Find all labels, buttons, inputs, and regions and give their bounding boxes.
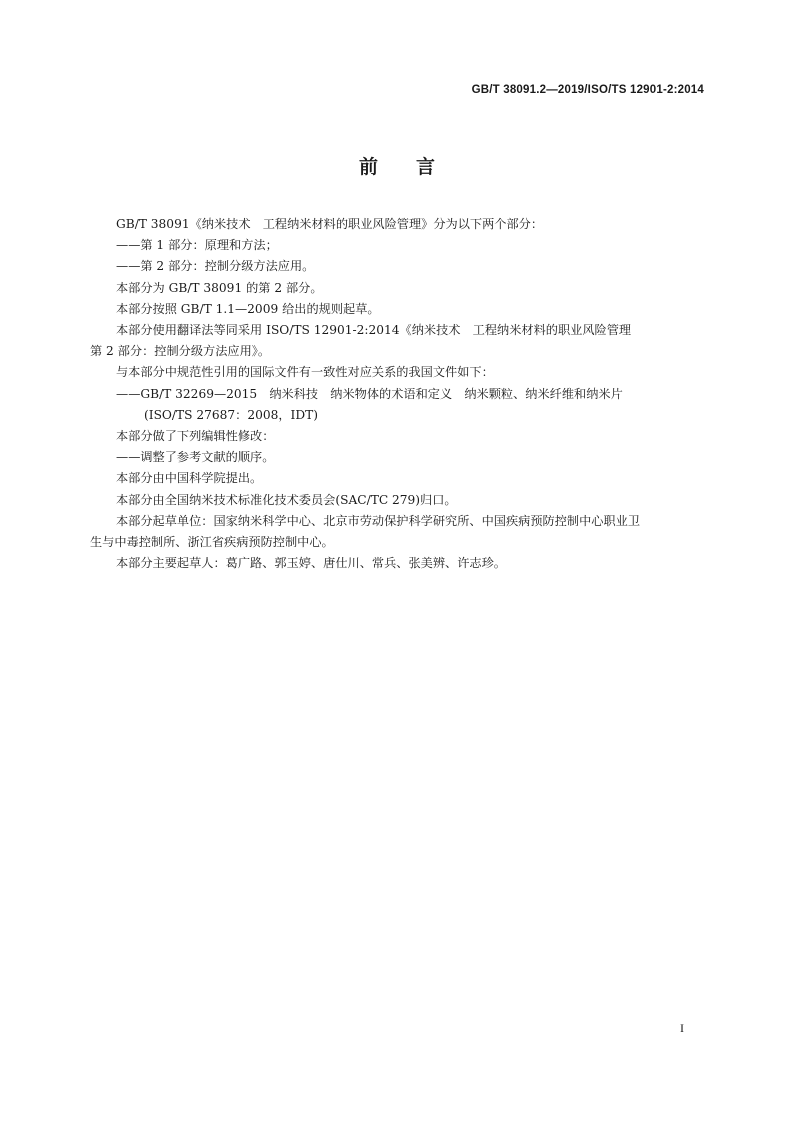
page-number: I [680,1021,684,1035]
paragraph-main-drafters: 本部分主要起草人：葛广路、郭玉婷、唐仕川、常兵、张美辨、许志珍。 [116,556,506,571]
paragraph-drafting-units-line-2: 生与中毒控制所、浙江省疾病预防控制中心。 [90,535,334,550]
list-item-part-2: ——第 2 部分：控制分级方法应用。 [116,259,315,274]
page-title [0,152,794,179]
list-item-reference-line-1: ——GB/T 32269—2015 纳米科技 纳米物体的术语和定义 纳米颗粒、纳米纤维和纳米片 [116,386,623,401]
paragraph-adoption-line-2: 第 2 部分：控制分级方法应用》。 [90,344,271,359]
foreword-body [90,214,706,574]
paragraph-editorial-changes: 本部分做了下列编辑性修改： [116,429,275,444]
paragraph-drafting-rules: 本部分按照 GB/T 1.1—2009 给出的规则起草。 [116,301,380,316]
paragraph-adoption-line-1: 本部分使用翻译法等同采用 ISO/TS 12901-2:2014《纳米技术 工程纳米材料的职业风险管理 [116,323,632,338]
paragraph-drafting-units-line-1: 本部分起草单位：国家纳米科学中心、北京市劳动保护科学研究所、中国疾病预防控制中心职业卫 [116,513,641,528]
paragraph-centralized-by: 本部分由全国纳米技术标准化技术委员会(SAC/TC 279)归口。 [116,492,457,507]
paragraph-corresponding-docs: 与本部分中规范性引用的国际文件有一致性对应关系的我国文件如下： [116,365,494,380]
standard-code-header: GB/T 38091.2—2019/ISO/TS 12901-2:2014 [471,84,704,96]
title-part-2: 言 [416,156,436,178]
list-item-reference-line-2: (ISO/TS 27687：2008，IDT) [144,407,318,422]
list-item-editorial-change: ——调整了参考文献的顺序。 [116,450,275,465]
paragraph-part-number: 本部分为 GB/T 38091 的第 2 部分。 [116,280,323,295]
paragraph-proposed-by: 本部分由中国科学院提出。 [116,471,263,486]
paragraph-standard-parts: GB/T 38091《纳米技术 工程纳米材料的职业风险管理》分为以下两个部分： [116,217,544,231]
list-item-part-1: ——第 1 部分：原理和方法； [116,238,278,253]
title-part-1: 前 [358,156,378,178]
